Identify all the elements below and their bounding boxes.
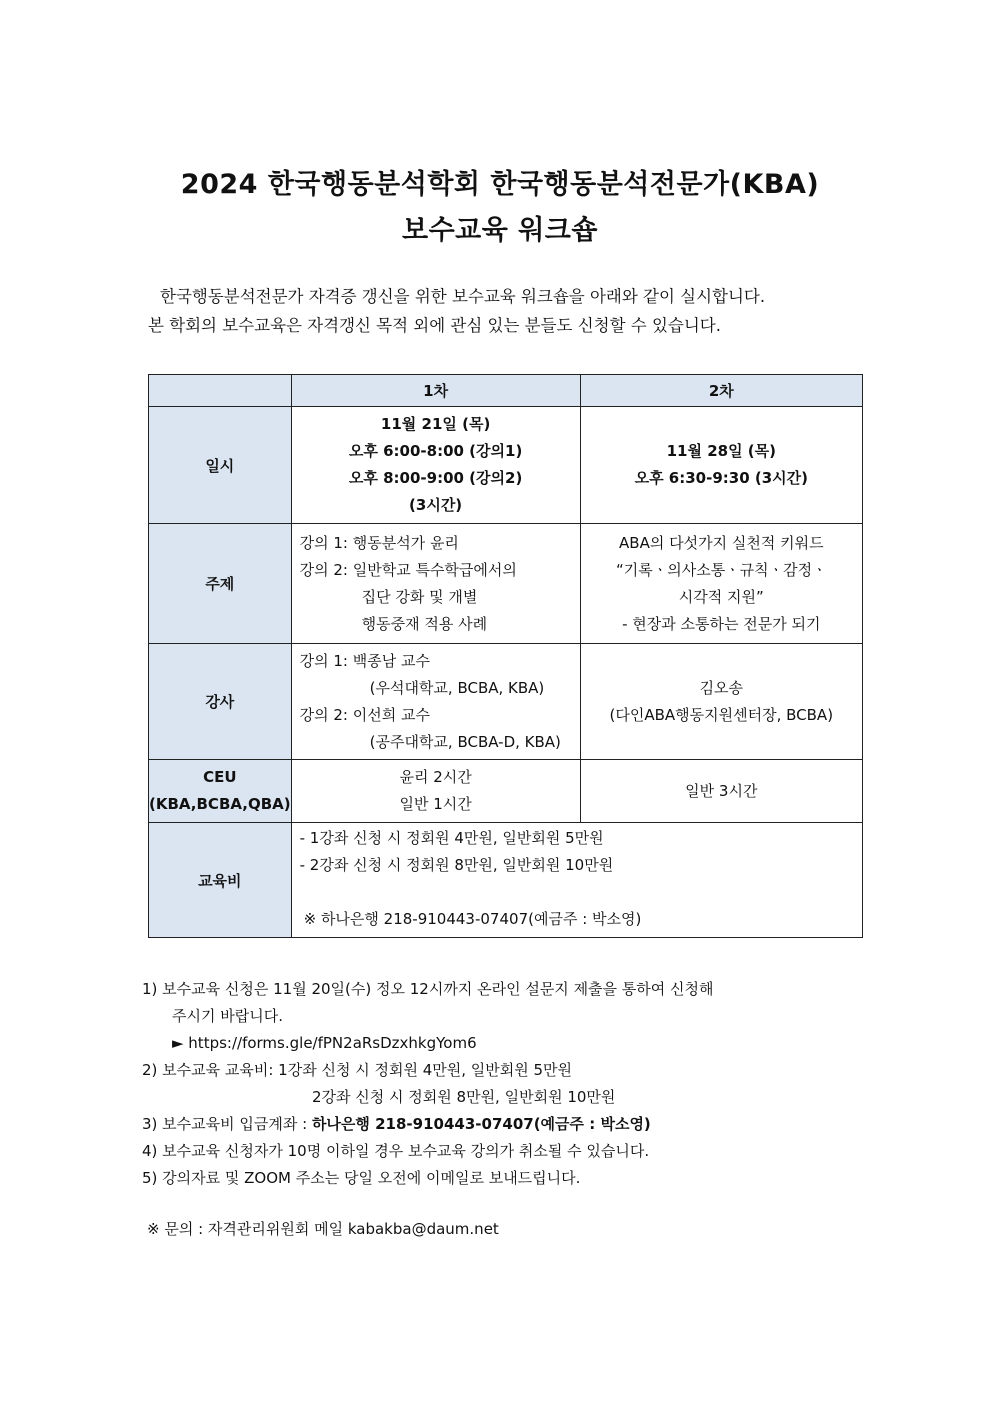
cell-line: 오후 6:30-9:30 (3시간) xyxy=(634,469,808,487)
cell-line: 강의 1: 백종남 교수 xyxy=(299,651,430,670)
header-round-1: 1차 xyxy=(291,375,580,407)
note-item: 1) 보수교육 신청은 11월 20일(수) 정오 12시까지 온라인 설문지 제출을 통하여 신청해 xyxy=(142,980,714,998)
row-label-fee: 교육비 xyxy=(149,823,292,938)
schedule-round-2 xyxy=(580,407,862,524)
table-row-topic xyxy=(149,524,863,644)
note-item xyxy=(142,1111,872,1138)
cell-line: 김오송 xyxy=(699,678,744,697)
cell-line: - 1강좌 신청 시 정회원 4만원, 일반회원 5만원 xyxy=(299,829,604,847)
ceu-round-2: 일반 3시간 xyxy=(580,760,862,823)
cell-line: (공주대학교, BCBA-D, KBA) xyxy=(369,732,561,751)
schedule-round-1 xyxy=(291,407,580,524)
cell-line: 시각적 지원” xyxy=(678,587,764,606)
cell-line: CEU xyxy=(203,768,237,786)
intro-line: 본 학회의 보수교육은 자격갱신 목적 외에 관심 있는 분들도 신청할 수 있습니다. xyxy=(148,316,721,335)
table-header-row xyxy=(149,375,863,407)
cell-line: 일반 1시간 xyxy=(399,795,472,813)
topic-round-1 xyxy=(291,524,580,644)
cell-line: (3시간) xyxy=(409,496,463,514)
cell-line: “기록ㆍ의사소통ㆍ규칙ㆍ감정ㆍ xyxy=(615,560,827,579)
note-item: 4) 보수교육 신청자가 10명 이하일 경우 보수교육 강의가 취소될 수 있습니다. xyxy=(142,1142,650,1160)
page-subtitle: 보수교육 워크숍 xyxy=(402,215,598,246)
row-label-ceu xyxy=(149,760,292,823)
bank-account: ※ 하나은행 218-910443-07407(예금주 : 박소영) xyxy=(303,910,642,928)
cell-line: ABA의 다섯가지 실천적 키워드 xyxy=(619,533,824,552)
cell-line: 11월 28일 (목) xyxy=(666,442,776,460)
schedule-table xyxy=(148,374,863,938)
cell-line: 오후 8:00-9:00 (강의2) xyxy=(348,469,523,487)
intro-paragraph xyxy=(148,282,868,340)
cell-line: (KBA,BCBA,QBA) xyxy=(149,795,291,813)
row-label-schedule: 일시 xyxy=(149,407,292,524)
note-item: 2) 보수교육 교육비: 1강좌 신청 시 정회원 4만원, 일반회원 5만원 xyxy=(142,1061,573,1079)
header-round-2: 2차 xyxy=(580,375,862,407)
cell-line: 강의 2: 일반학교 특수학급에서의 xyxy=(299,560,517,579)
note-item: 2강좌 신청 시 정회원 8만원, 일반회원 10만원 xyxy=(312,1088,616,1106)
table-row-schedule xyxy=(149,407,863,524)
cell-line: - 현장과 소통하는 전문가 되기 xyxy=(622,614,821,633)
cell-line: - 2강좌 신청 시 정회원 8만원, 일반회원 10만원 xyxy=(299,856,614,874)
notes-list xyxy=(142,976,872,1192)
cell-line: 오후 6:00-8:00 (강의1) xyxy=(348,442,523,460)
cell-line: 11월 21일 (목) xyxy=(380,415,491,433)
cell-line: 강의 2: 이선희 교수 xyxy=(299,705,430,724)
cell-line: 윤리 2시간 xyxy=(399,768,472,786)
cell-line: 강의 1: 행동분석가 윤리 xyxy=(299,533,459,552)
note-item: 주시기 바랍니다. xyxy=(172,1007,283,1025)
table-row-instructor xyxy=(149,644,863,760)
row-label-instructor: 강사 xyxy=(149,644,292,760)
cell-line: 집단 강화 및 개별 xyxy=(361,587,478,606)
row-label-topic: 주제 xyxy=(149,524,292,644)
instructor-round-1 xyxy=(291,644,580,760)
header-blank-cell xyxy=(149,375,292,407)
table-row-ceu xyxy=(149,760,863,823)
instructor-round-2 xyxy=(580,644,862,760)
signup-link[interactable]: ► https://forms.gle/fPN2aRsDzxhkgYom6 xyxy=(172,1034,477,1052)
cell-line: 행동중재 적용 사례 xyxy=(361,614,488,633)
note-text: 3) 보수교육비 입금계좌 : xyxy=(142,1115,312,1133)
table-row-fee xyxy=(149,823,863,938)
cell-line: (우석대학교, BCBA, KBA) xyxy=(369,678,545,697)
note-account: 하나은행 218-910443-07407(예금주 : 박소영) xyxy=(311,1115,651,1133)
ceu-round-1 xyxy=(291,760,580,823)
note-item: 5) 강의자료 및 ZOOM 주소는 당일 오전에 이메일로 보내드립니다. xyxy=(142,1169,581,1187)
contact-info: ※ 문의 : 자격관리위원회 메일 kabakba@daum.net xyxy=(147,1220,499,1238)
intro-line: 한국행동분석전문가 자격증 갱신을 위한 보수교육 워크숍을 아래와 같이 실시합니다. xyxy=(160,287,766,306)
topic-round-2 xyxy=(580,524,862,644)
cell-line: (다인ABA행동지원센터장, BCBA) xyxy=(609,705,834,724)
fee-details xyxy=(291,823,862,938)
page-title: 2024 한국행동분석학회 한국행동분석전문가(KBA) xyxy=(180,169,820,200)
